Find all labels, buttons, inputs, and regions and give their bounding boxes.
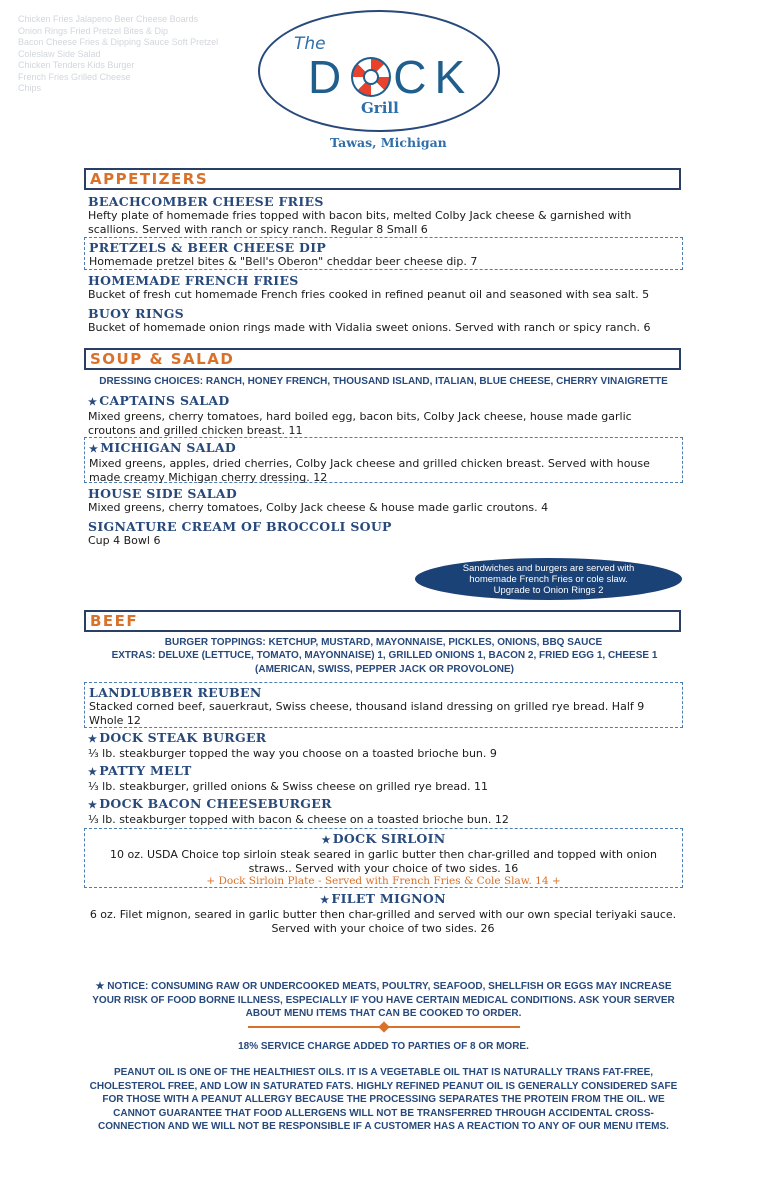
item-description: Homemade pretzel bites & "Bell's Oberon" cheddar beer cheese dip. 7 (89, 255, 478, 268)
item-title: ★ FILET MIGNON (320, 891, 446, 906)
star-icon: ★ (89, 444, 99, 455)
featured-item-box (84, 437, 683, 483)
item-description: Mixed greens, apples, dried cherries, Colby Jack cheese and grilled chicken breast. Served with house made creamy Michigan cherry dressing. 12 (89, 457, 650, 484)
item-title: ★ CAPTAINS SALAD (88, 393, 230, 408)
burger-toppings: BURGER TOPPINGS: KETCHUP, MUSTARD, MAYONNAISE, PICKLES, ONIONS, BBQ SAUCE (164, 637, 603, 648)
logo-dock-d: D (308, 51, 350, 103)
logo-wordmark (308, 50, 473, 104)
ghost-line: Chips (18, 83, 42, 93)
item-title: HOMEMADE FRENCH FRIES (88, 273, 299, 288)
logo-grill: Grill (361, 99, 399, 117)
badge-line: Upgrade to Onion Rings 2 (493, 584, 604, 596)
item-description: Mixed greens, cherry tomatoes, hard boiled egg, bacon bits, Colby Jack cheese, house made garlic croutons and grilled chicken breast. 11 (88, 410, 632, 437)
item-title: BEACHCOMBER CHEESE FRIES (88, 194, 324, 209)
item-description: 10 oz. USDA Choice top sirloin steak seared in garlic butter then char-grilled and topped with onion straws.. Served with your choice of two sides. 16 (110, 848, 657, 875)
soup-salad-heading: SOUP & SALAD (84, 348, 681, 370)
ghost-line: French Fries Grilled Cheese (18, 71, 131, 82)
featured-item-box (84, 237, 683, 270)
menu-item (88, 763, 678, 794)
featured-item-box (84, 828, 683, 888)
item-description: Bucket of fresh cut homemade French fries cooked in refined peanut oil and seasoned with sea salt. 5 (88, 288, 650, 301)
burger-extras: EXTRAS: DELUXE (LETTUCE, TOMATO, MAYONNAISE) 1, GRILLED ONIONS 1, BACON 2, FRIED EGG 1, CHEESE 1 (AMERICAN, SWISS, PEPPER JACK OR PROVOLONE) (111, 650, 658, 675)
logo-the: The (294, 34, 326, 54)
star-icon: ★ (88, 734, 98, 745)
item-title: HOUSE SIDE SALAD (88, 486, 237, 501)
dock-grill-logo (258, 10, 500, 160)
item-title: ★ DOCK SIRLOIN (321, 831, 446, 846)
item-title: ★ MICHIGAN SALAD (89, 440, 236, 455)
item-title: ★ DOCK BACON CHEESEBURGER (88, 796, 332, 811)
item-description: 6 oz. Filet mignon, seared in garlic butter then char-grilled and served with our own special teriyaki sauce. Served with your choice of two sides. 26 (89, 908, 677, 935)
beef-heading: BEEF (84, 610, 681, 632)
item-title: PRETZELS & BEER CHEESE DIP (89, 240, 327, 255)
badge-line: Sandwiches and burgers are served with (462, 562, 635, 574)
bleed-through-text (18, 14, 258, 95)
menu-item (88, 273, 678, 302)
item-description: Bucket of homemade onion rings made with Vidalia sweet onions. Served with ranch or spicy ranch. 6 (88, 321, 651, 334)
ghost-line: Coleslaw Side Salad (18, 48, 101, 59)
star-icon: ★ (321, 835, 331, 846)
logo-location: Tawas, Michigan (330, 135, 447, 150)
sides-info-badge (415, 558, 682, 600)
logo-dock-ck: CK (393, 51, 474, 103)
dressing-choices: DRESSING CHOICES: RANCH, HONEY FRENCH, THOUSAND ISLAND, ITALIAN, BLUE CHEESE, CHERRY VINAIGRETTE (99, 376, 668, 387)
menu-item (88, 796, 678, 827)
menu-item (88, 306, 678, 335)
ghost-line: Chicken Tenders Kids Burger (18, 60, 135, 70)
item-description: Hefty plate of homemade fries topped with bacon bits, melted Colby Jack cheese & garnished with scallions. Served with ranch or spicy ranch. Regular 8 Small 6 (88, 209, 632, 236)
item-description: ⅓ lb. steakburger topped the way you choose on a toasted brioche bun. 9 (88, 747, 497, 760)
star-icon: ★ (320, 895, 330, 906)
item-title: BUOY RINGS (88, 306, 184, 321)
ghost-line: Bacon Cheese Fries & Dipping Sauce Soft Pretzel (18, 37, 219, 47)
menu-item (88, 519, 678, 548)
menu-item (88, 393, 678, 437)
star-icon: ★ (88, 767, 98, 778)
life-buoy-icon (351, 57, 391, 97)
badge-line: homemade French Fries or cole slaw. (469, 573, 628, 585)
item-title: ★ PATTY MELT (88, 763, 192, 778)
star-icon: ★ (88, 397, 98, 408)
item-title: SIGNATURE CREAM OF BROCCOLI SOUP (88, 519, 392, 534)
peanut-oil-note: PEANUT OIL IS ONE OF THE HEALTHIEST OILS. IT IS A VEGETABLE OIL THAT IS NATURALLY TRANS FAT-FREE, CHOLESTEROL FREE, AND LOW IN SATURATED FATS. HIGHLY REFINED PEANUT OIL IS GENERALLY CONSIDERED SAFE FOR THOSE WITH A PEANUT ALLERGY BECAUSE THE PROCESSING SEPARATES THE PROTEIN FROM THE OIL. WE CANNOT GUARANTEE THAT FOOD ALLERGENS WILL NOT BE TRANSFERRED THROUGH ACCIDENTAL CROSS-CONNECTION AND WE WILL NOT BE RESPONSIBLE IF A CUSTOMER HAS A REACTION TO ANY OF OUR MENU ITEMS. (89, 1067, 678, 1132)
menu-item (88, 486, 678, 515)
featured-item-box (84, 682, 683, 728)
divider-diamond-icon (378, 1021, 389, 1032)
item-description: ⅓ lb. steakburger, grilled onions & Swiss cheese on grilled rye bread. 11 (88, 780, 489, 793)
star-icon: ★ (88, 800, 98, 811)
item-description: ⅓ lb. steakburger topped with bacon & cheese on a toasted brioche bun. 12 (88, 813, 509, 826)
menu-item (88, 891, 678, 935)
raw-food-notice: ★ NOTICE: CONSUMING RAW OR UNDERCOOKED MEATS, POULTRY, SEAFOOD, SHELLFISH OR EGGS MAY INCREASE YOUR RISK OF FOOD BORNE ILLNESS, ESPECIALLY IF YOU HAVE CERTAIN MEDICAL CONDITIONS. ASK YOUR SERVER ABOUT MENU ITEMS THAT CAN BE COOKED TO ORDER. (92, 981, 675, 1019)
item-description: Mixed greens, cherry tomatoes, Colby Jack cheese & house made garlic croutons. 4 (88, 501, 549, 514)
item-title: LANDLUBBER REUBEN (89, 685, 262, 700)
sirloin-plate-upgrade: + Dock Sirloin Plate - Served with French Fries & Cole Slaw. 14 + (206, 875, 561, 887)
item-description: Cup 4 Bowl 6 (88, 534, 161, 547)
item-title: ★ DOCK STEAK BURGER (88, 730, 267, 745)
item-description: Stacked corned beef, sauerkraut, Swiss cheese, thousand island dressing on grilled rye bread. Half 9 Whole 12 (89, 700, 645, 727)
appetizers-heading: APPETIZERS (84, 168, 681, 190)
menu-item (88, 194, 678, 236)
service-charge-note: 18% SERVICE CHARGE ADDED TO PARTIES OF 8 OR MORE. (238, 1041, 529, 1052)
ghost-line: Onion Rings Fried Pretzel Bites & Dip (18, 25, 169, 36)
ghost-line: Chicken Fries Jalapeno Beer Cheese Boards (18, 14, 199, 24)
menu-item (88, 730, 678, 761)
